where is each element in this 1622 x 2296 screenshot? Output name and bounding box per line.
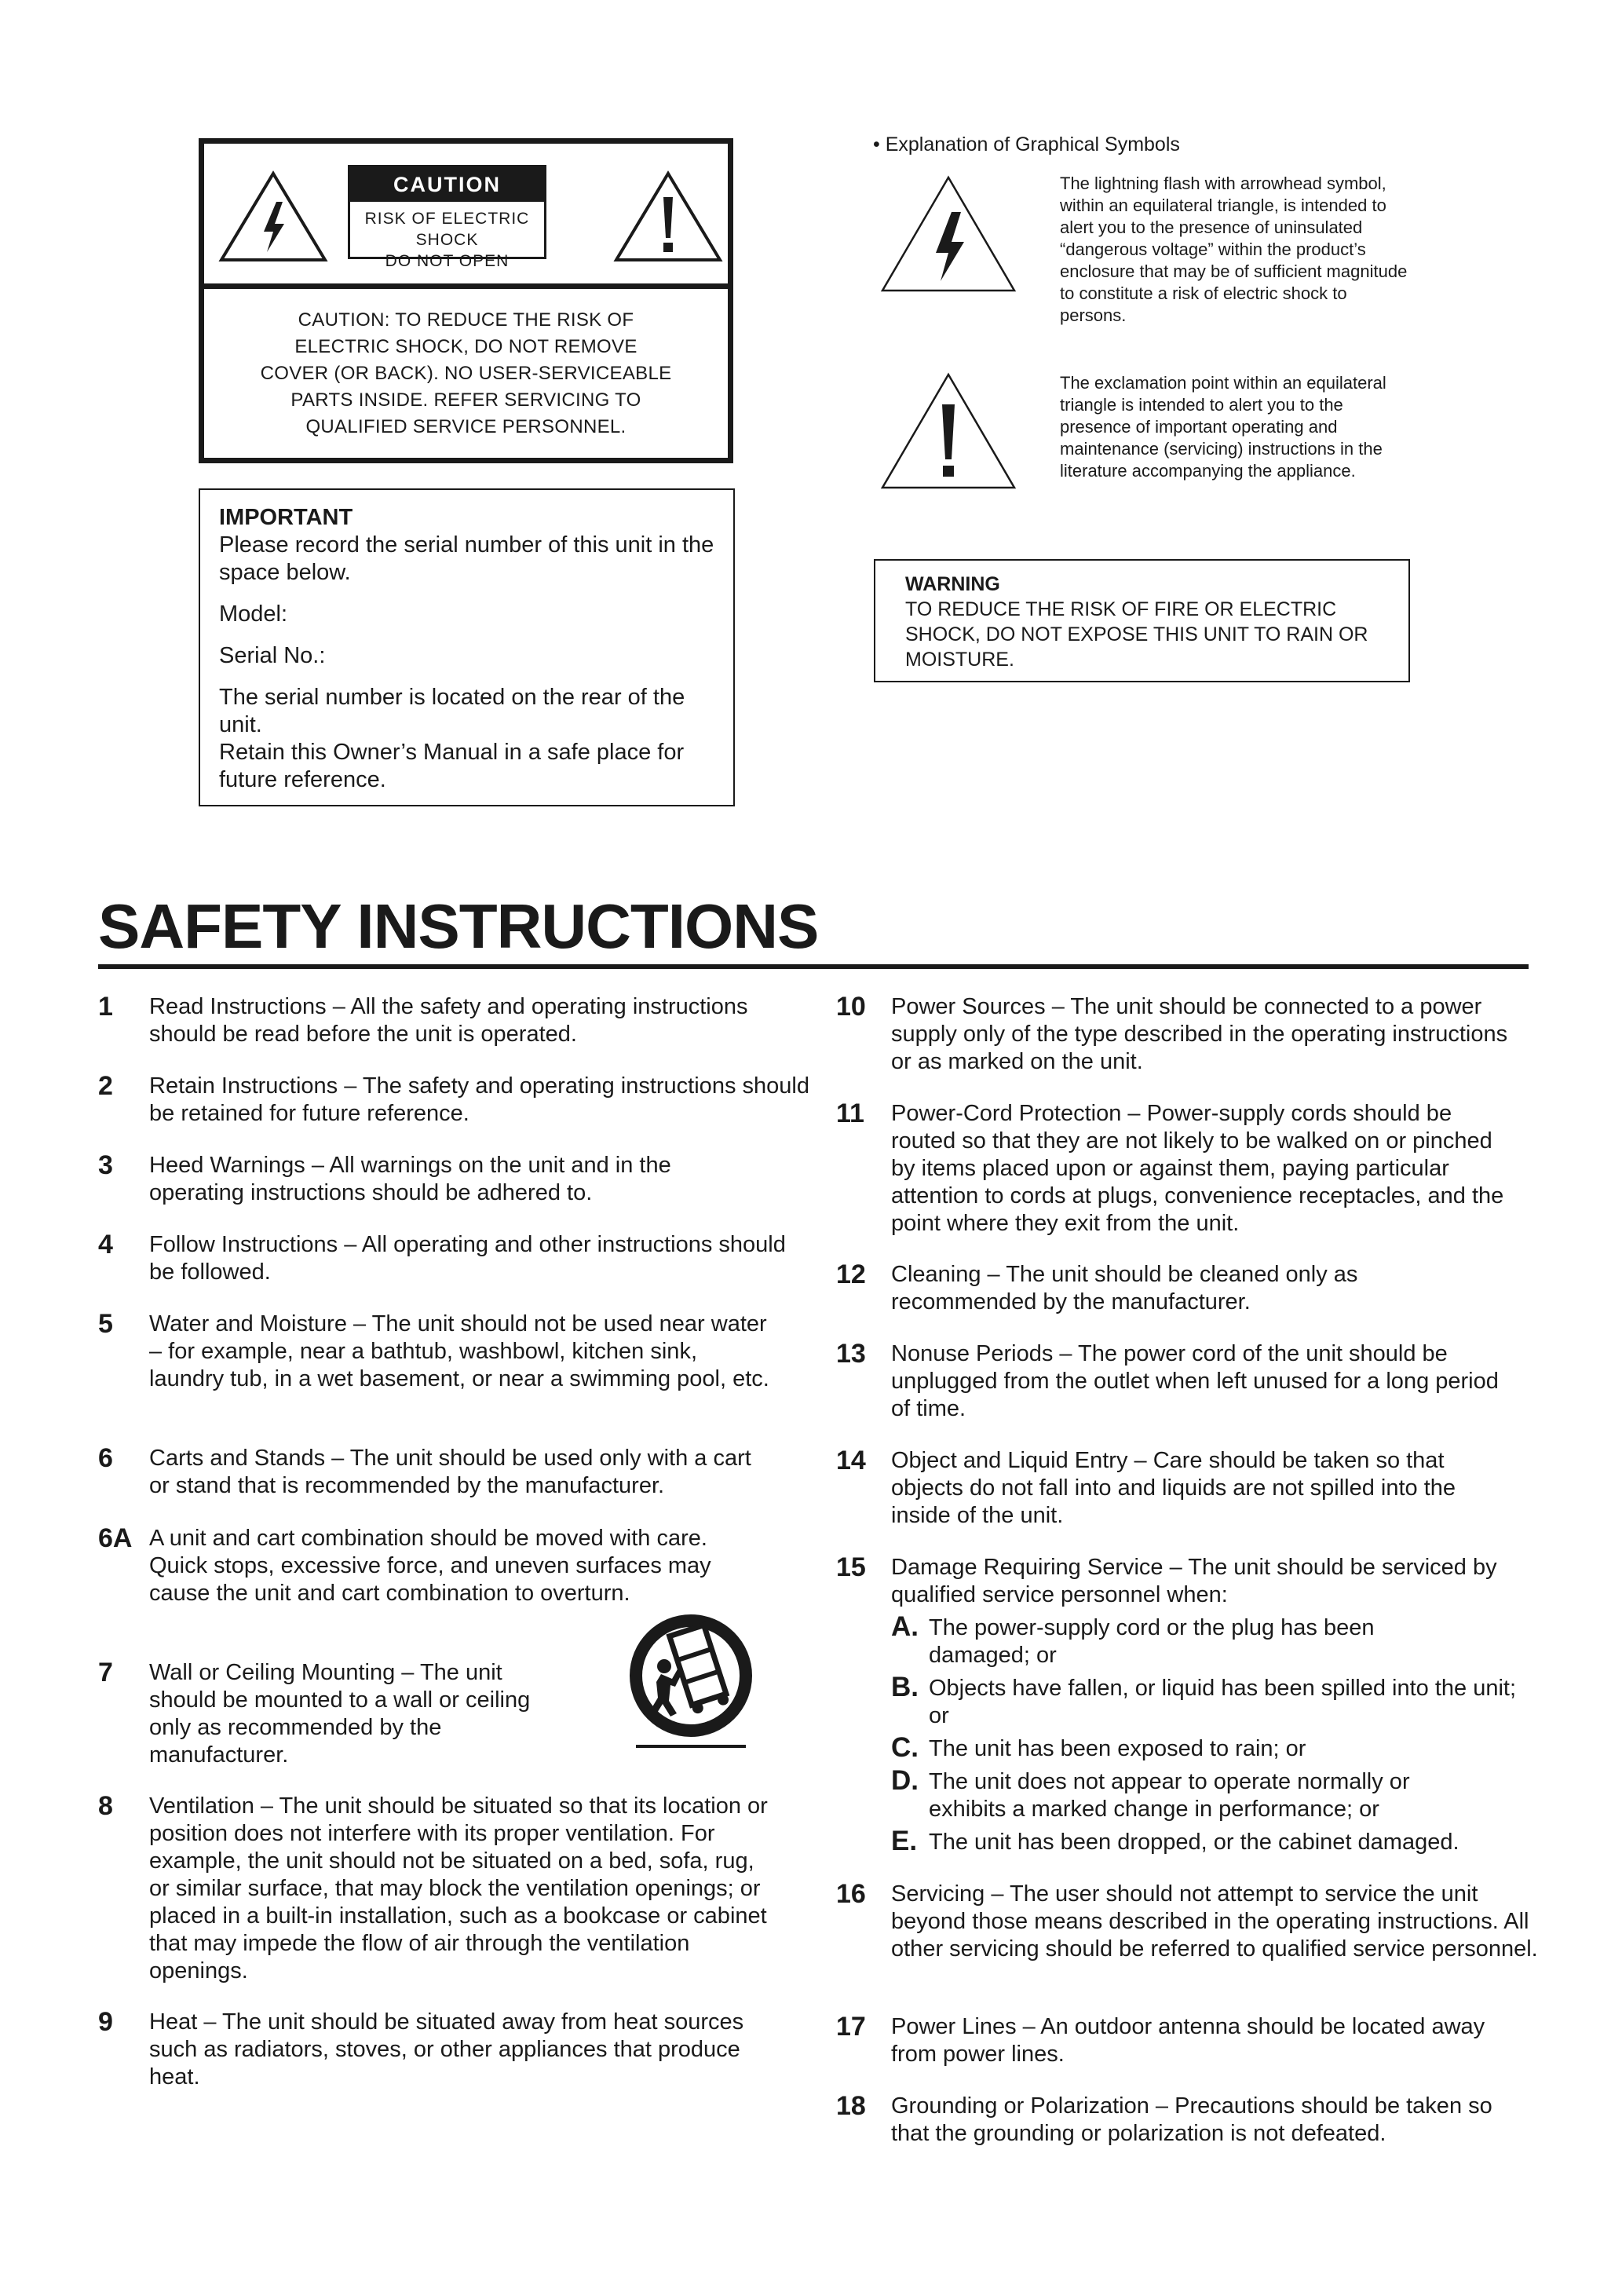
sub-item-text: The unit has been exposed to rain; or: [929, 1736, 1306, 1761]
instruction-text: Follow Instructions – All operating and other instructions should be followed.: [149, 1232, 786, 1285]
sub-item-letter: D.: [891, 1765, 919, 1796]
instruction-text: Power-Cord Protection – Power-supply cords should be routed so that they are not likely to be walked on or pinched by items placed upon or against them, paying particular attention to cords at plugs, convenience receptacles, and the point where they exit from the unit.: [891, 1101, 1504, 1236]
exclamation-symbol-description: The exclamation point within an equilateral triangle is intended to alert you to the presence of important operating and maintenance (servicing) instructions in the literature accompanying the appliance.: [1060, 373, 1386, 481]
title-divider: [98, 964, 1529, 969]
instruction-text: Wall or Ceiling Mounting – The unit should be mounted to a wall or ceiling only as recommended by the manufacturer.: [149, 1660, 531, 1768]
instruction-number: 14: [836, 1446, 866, 1475]
caution-text: [218, 307, 714, 441]
caution-sub-line: RISK OF ELECTRIC SHOCK: [364, 210, 530, 249]
retain-manual-text: Retain this Owner’s Manual in a safe place for future reference.: [219, 740, 685, 792]
instruction-text: Grounding or Polarization – Precautions should be taken so that the grounding or polarization is not defeated.: [891, 2093, 1492, 2146]
instruction-text: Heed Warnings – All warnings on the unit and in the operating instructions should be adhered to.: [149, 1153, 671, 1205]
page-title: SAFETY INSTRUCTIONS: [98, 891, 819, 961]
instruction-number: 7: [98, 1658, 113, 1687]
sub-item-text: Objects have fallen, or liquid has been spilled into the unit; or: [929, 1676, 1517, 1728]
instruction-number: 12: [836, 1260, 866, 1289]
caution-text-line: PARTS INSIDE. REFER SERVICING TO: [290, 389, 641, 411]
instruction-text: Cleaning – The unit should be cleaned only as recommended by the manufacturer.: [891, 1262, 1358, 1314]
instruction-number: 10: [836, 992, 866, 1022]
instruction-text: Read Instructions – All the safety and operating instructions should be read before the unit is operated.: [149, 994, 748, 1047]
instruction-text: Object and Liquid Entry – Care should be taken so that objects do not fall into and liquids are not spilled into the inside of the unit.: [891, 1448, 1456, 1528]
instruction-number: 3: [98, 1150, 113, 1180]
sub-item-text: The power-supply cord or the plug has been damaged; or: [929, 1615, 1375, 1668]
instruction-text: Ventilation – The unit should be situated so that its location or position does not interfere with its proper ventilation. For example, the unit should not be situated on a bed, sofa, rug, or similar surface, that may block the ventilation openings; or placed in a built-in installation, such as a bookcase or cabinet that may impede the flow of air through the ventilation openings.: [149, 1793, 768, 1983]
warning-title: WARNING: [905, 573, 1000, 595]
important-box: [199, 488, 735, 806]
instruction-number: 6: [98, 1443, 113, 1473]
caution-sub-line: DO NOT OPEN: [385, 252, 510, 270]
instruction-text: A unit and cart combination should be moved with care. Quick stops, excessive force, and uneven surfaces may cause the unit and cart combination to overturn.: [149, 1526, 711, 1606]
lightning-symbol-icon: [879, 174, 1017, 294]
instruction-text: Nonuse Periods – The power cord of the unit should be unplugged from the outlet when left unused for a long period of time.: [891, 1341, 1499, 1421]
instruction-text: Carts and Stands – The unit should be used only with a cart or stand that is recommended by the manufacturer.: [149, 1446, 751, 1498]
warning-text: TO REDUCE THE RISK OF FIRE OR ELECTRIC SHOCK, DO NOT EXPOSE THIS UNIT TO RAIN OR MOISTURE.: [905, 598, 1368, 671]
caution-header: [204, 144, 728, 289]
instruction-number: 13: [836, 1339, 866, 1369]
instruction-text: Water and Moisture – The unit should not be used near water – for example, near a bathtub, washbowl, kitchen sink, laundry tub, in a wet basement, or near a swimming pool, etc.: [149, 1311, 769, 1391]
exclamation-symbol-icon: [879, 371, 1017, 491]
important-title: IMPORTANT: [219, 505, 353, 530]
instruction-number: 9: [98, 2007, 113, 2037]
instruction-number: 5: [98, 1309, 113, 1339]
sub-item-letter: B.: [891, 1672, 919, 1702]
warning-box: [874, 559, 1410, 682]
sub-item-letter: C.: [891, 1732, 919, 1763]
sub-item-text: The unit has been dropped, or the cabinet damaged.: [929, 1830, 1459, 1855]
instruction-number: 11: [836, 1099, 864, 1128]
instruction-number: 15: [836, 1552, 866, 1582]
sub-item-letter: A.: [891, 1611, 919, 1642]
important-record-text: Please record the serial number of this unit in the space below.: [219, 532, 714, 585]
caution-text-line: ELECTRIC SHOCK, DO NOT REMOVE: [294, 336, 637, 357]
serial-location-text: The serial number is located on the rear of the unit.: [219, 685, 685, 737]
caution-text-line: CAUTION: TO REDUCE THE RISK OF: [298, 309, 634, 331]
model-label: Model:: [219, 601, 288, 627]
symbols-heading: • Explanation of Graphical Symbols: [873, 133, 1180, 155]
instruction-number: 1: [98, 992, 113, 1022]
instruction-text: Damage Requiring Service – The unit should be serviced by qualified service personnel when:: [891, 1555, 1497, 1607]
caution-label: [348, 165, 546, 270]
serial-label: Serial No.:: [219, 643, 326, 668]
sub-item-letter: E.: [891, 1826, 918, 1856]
lightning-symbol-description: The lightning flash with arrowhead symbol, within an equilateral triangle, is intended to alert you to the presence of uninsulated “dangerous voltage” within the product’s enclosure that may be of sufficient magnitude to constitute a risk of electric shock to persons.: [1060, 174, 1408, 325]
exclamation-warning-icon: [613, 170, 723, 263]
instruction-text: Retain Instructions – The safety and operating instructions should be retained for future reference.: [149, 1073, 809, 1126]
cart-tipover-icon: [620, 1608, 762, 1757]
caution-title: CAUTION: [350, 167, 544, 202]
caution-text-line: COVER (OR BACK). NO USER-SERVICEABLE: [260, 363, 672, 384]
instruction-number: 17: [836, 2012, 866, 2042]
instruction-number: 16: [836, 1879, 866, 1909]
instruction-text: Servicing – The user should not attempt to service the unit beyond those means described in the operating instructions. All other servicing should be referred to qualified service personnel.: [891, 1881, 1538, 1961]
instruction-number: 6A: [98, 1523, 133, 1553]
lightning-warning-icon: [218, 170, 328, 263]
instruction-text: Power Lines – An outdoor antenna should be located away from power lines.: [891, 2014, 1485, 2067]
caution-text-line: QUALIFIED SERVICE PERSONNEL.: [305, 416, 627, 437]
instruction-text: Power Sources – The unit should be connected to a power supply only of the type described in the operating instructions or as marked on the unit.: [891, 994, 1508, 1074]
instruction-number: 18: [836, 2091, 866, 2121]
instruction-text: Heat – The unit should be situated away from heat sources such as radiators, stoves, or other appliances that produce heat.: [149, 2009, 744, 2089]
sub-item-text: The unit does not appear to operate normally or exhibits a marked change in performance; or: [929, 1769, 1410, 1822]
instruction-number: 2: [98, 1071, 113, 1101]
instruction-number: 4: [98, 1230, 113, 1260]
instruction-number: 8: [98, 1791, 113, 1821]
caution-box: [199, 138, 733, 463]
caution-subtitle: [350, 202, 544, 272]
